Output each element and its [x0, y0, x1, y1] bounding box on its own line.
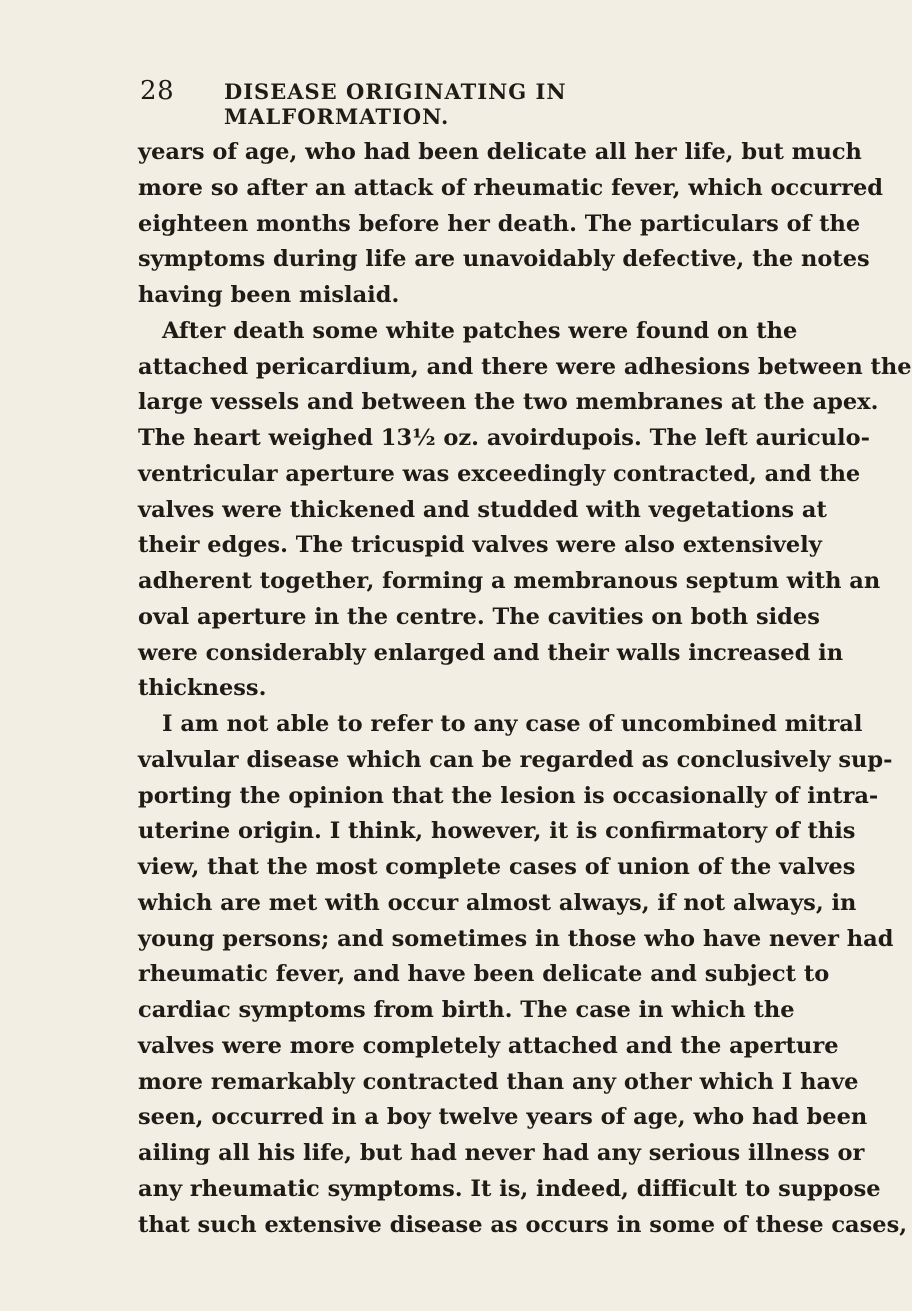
text-line: any rheumatic symptoms. It is, indeed, difficult to suppose	[138, 1175, 881, 1202]
text-line: which are met with occur almost always, if not always, in	[138, 889, 857, 916]
text-line: seen, occurred in a boy twelve years of age, who had been	[138, 1104, 868, 1131]
text-line: valvular disease which can be regarded as conclusively sup-	[138, 746, 893, 773]
text-line: that such extensive disease as occurs in some of these cases,	[138, 1211, 908, 1238]
text-line: having been mislaid.	[138, 282, 400, 308]
text-line: thickness.	[138, 675, 267, 702]
body-text	[138, 135, 912, 1243]
text-line: valves were more completely attached and the aperture	[138, 1032, 839, 1059]
text-line: were considerably enlarged and their walls increased in	[138, 639, 844, 666]
text-line: ventricular aperture was exceedingly contracted, and the	[138, 460, 861, 487]
page-header	[140, 76, 696, 129]
text-line: ailing all his life, but had never had any serious illness or	[138, 1140, 865, 1166]
text-line: more so after an attack of rheumatic fever, which occurred	[138, 174, 884, 201]
text-line: valves were thickened and studded with vegetations at	[138, 496, 827, 523]
text-line: view, that the most complete cases of union of the valves	[138, 854, 856, 880]
text-line: symptoms during life are unavoidably defective, the notes	[138, 246, 870, 273]
text-line: attached pericardium, and there were adhesions between the	[138, 353, 912, 380]
text-line: rheumatic fever, and have been delicate and subject to	[138, 961, 830, 988]
page-number: 28	[140, 76, 175, 106]
text-line: their edges. The tricuspid valves were also extensively	[138, 532, 822, 559]
text-line: cardiac symptoms from birth. The case in which the	[138, 997, 795, 1023]
text-line: porting the opinion that the lesion is occasionally of intra-	[138, 782, 879, 809]
text-line: large vessels and between the two membranes at the apex.	[138, 389, 879, 416]
text-line: After death some white patches were found on the	[162, 317, 798, 344]
text-line: years of age, who had been delicate all her life, but much	[138, 139, 862, 165]
text-line: oval aperture in the centre. The cavities on both sides	[138, 603, 820, 630]
text-line: I am not able to refer to any case of uncombined mitral	[162, 711, 863, 737]
text-line: uterine origin. I think, however, it is confirmatory of this	[138, 818, 856, 845]
text-line: The heart weighed 13½ oz. avoirdupois. The left auriculo-	[138, 425, 870, 451]
text-line: eighteen months before her death. The particulars of the	[138, 210, 861, 237]
text-line: more remarkably contracted than any other which I have	[138, 1068, 859, 1095]
running-head: DISEASE ORIGINATING IN MALFORMATION.	[224, 79, 567, 129]
text-line: adherent together, forming a membranous septum with an	[138, 568, 881, 594]
text-line: young persons; and sometimes in those who have never had	[138, 925, 894, 952]
